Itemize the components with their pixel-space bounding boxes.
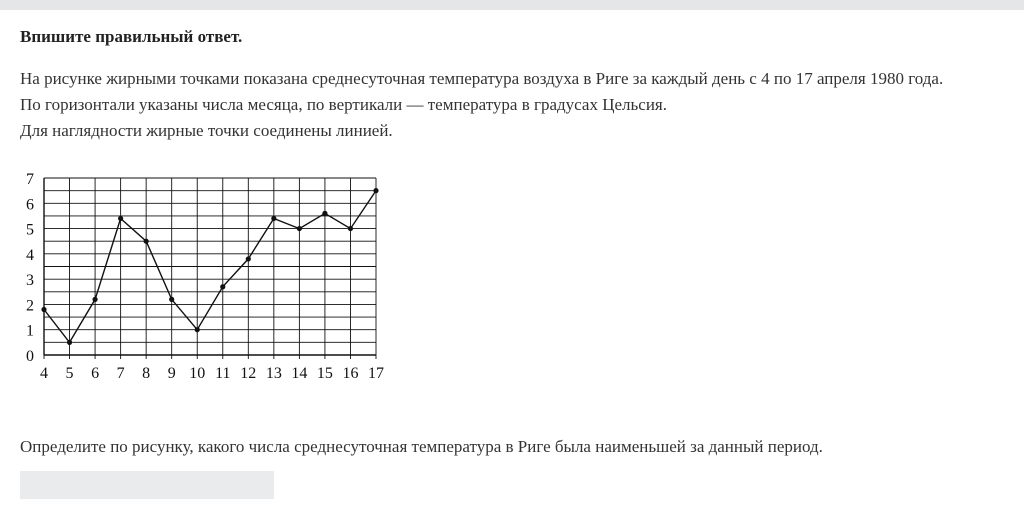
x-tick-label: 17: [368, 365, 384, 382]
x-tick-label: 5: [65, 365, 74, 382]
y-tick-label: 7: [26, 171, 34, 188]
problem-line-1: На рисунке жирными точками показана среднесуточная температура воздуха в Риге за каждый день с 4 по 17 апреля 1980 года.: [20, 69, 944, 88]
x-tick-label: 4: [40, 365, 48, 382]
y-tick-label: 2: [26, 297, 34, 315]
temperature-chart: [15, 166, 395, 386]
data-point: [195, 327, 200, 332]
question-text: Определите по рисунку, какого числа среднесуточная температура в Риге была наименьшей за данный период.: [20, 437, 823, 456]
chart-grid: [44, 178, 376, 359]
x-tick-label: 15: [316, 365, 333, 382]
y-tick-label: 6: [26, 196, 34, 214]
x-tick-label: 9: [167, 365, 176, 382]
data-point: [144, 239, 149, 244]
data-point: [118, 216, 123, 221]
problem-line-3: Для наглядности жирные точки соединены линией.: [20, 121, 393, 140]
y-tick-label: 0: [26, 348, 34, 365]
data-point: [271, 216, 276, 221]
y-tick-label: 1: [26, 322, 34, 340]
problem-line-2: По горизонтали указаны числа месяца, по вертикали — температура в градусах Цельсия.: [20, 95, 667, 114]
x-tick-labels: [40, 365, 384, 382]
data-point: [169, 297, 174, 302]
x-tick-label: 11: [215, 365, 231, 382]
x-tick-label: 13: [265, 365, 282, 382]
data-point: [297, 226, 302, 231]
data-point: [246, 256, 251, 261]
x-tick-label: 12: [240, 365, 257, 382]
answer-input[interactable]: [20, 471, 274, 499]
x-tick-label: 14: [291, 365, 308, 382]
instruction-heading: Впишите правильный ответ.: [20, 27, 243, 46]
y-tick-label: 5: [26, 221, 34, 239]
y-tick-label: 4: [26, 246, 34, 264]
problem-text: [20, 66, 1010, 144]
data-point: [67, 340, 72, 345]
data-point: [92, 297, 97, 302]
x-tick-label: 8: [142, 365, 151, 382]
x-tick-label: 7: [116, 365, 125, 382]
x-tick-label: 10: [189, 365, 206, 382]
data-point: [348, 226, 353, 231]
data-point: [322, 211, 327, 216]
data-point: [220, 284, 225, 289]
x-tick-label: 6: [91, 365, 100, 382]
data-point: [41, 307, 46, 312]
data-point: [373, 188, 378, 193]
y-tick-labels: [26, 171, 34, 365]
top-bar: [0, 0, 1024, 10]
x-tick-label: 16: [342, 365, 359, 382]
y-tick-label: 3: [26, 272, 34, 290]
